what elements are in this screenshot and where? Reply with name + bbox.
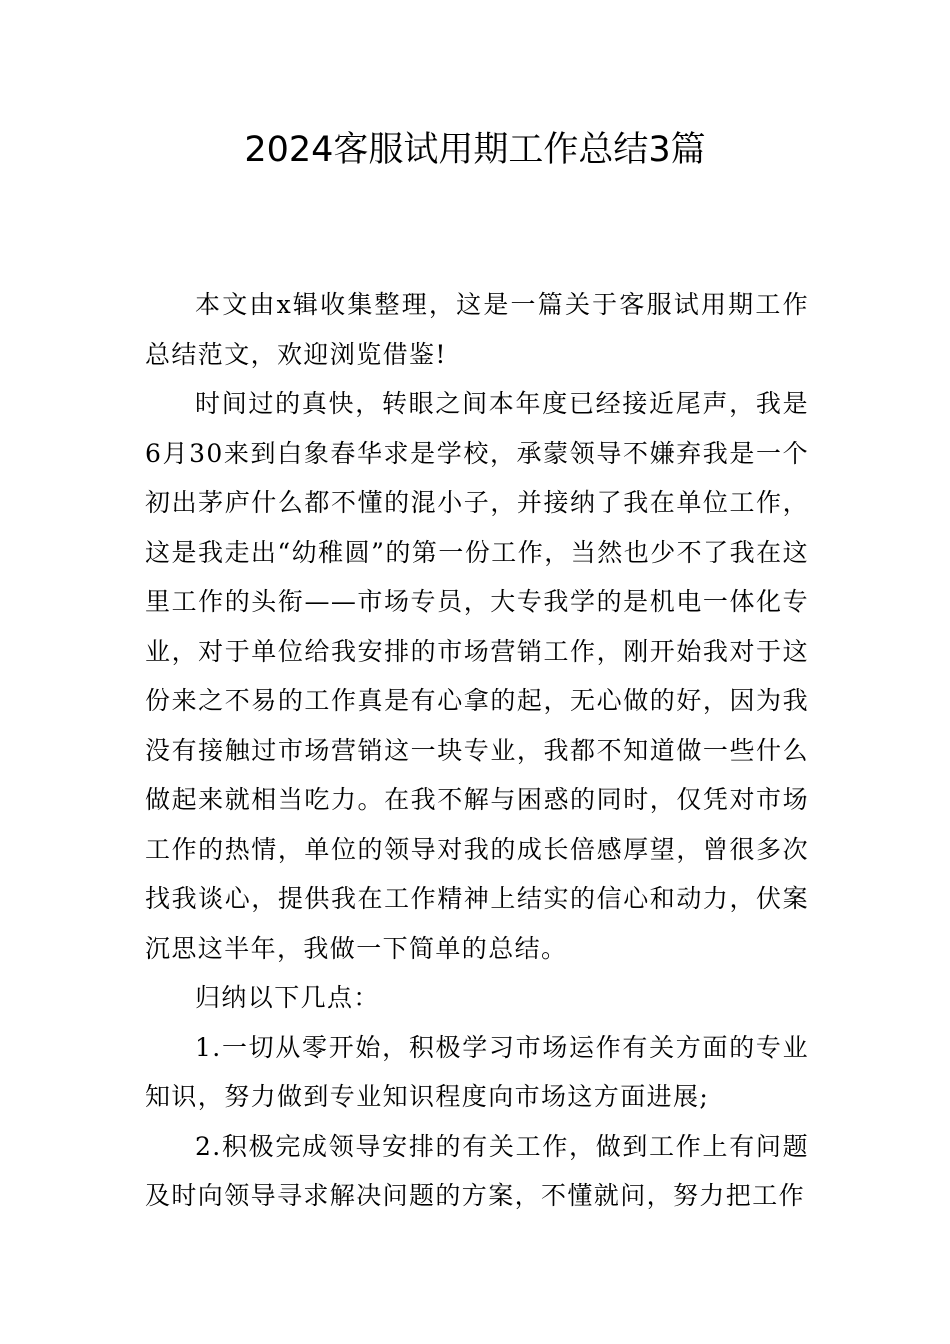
paragraph-main: 时间过的真快，转眼之间本年度已经接近尾声，我是6月30来到白象春华求是学校，承蒙领导不嫌弃我是一个初出茅庐什么都不懂的混小子，并接纳了我在单位工作，这是我走出“幼稚圆”的第一份工作，当然也少不了我在这里工作的头衔——市场专员，大专我学的是机电一体化专业，对于单位给我安排的市场营销工作，刚开始我对于这份来之不易的工作真是有心拿的起，无心做的好，因为我没有接触过市场营销这一块专业，我都不知道做一些什么做起来就相当吃力。在我不解与困惑的同时，仅凭对市场工作的热情，单位的领导对我的成长倍感厚望，曾很多次找我谈心，提供我在工作精神上结实的信心和动力，伏案沉思这半年，我做一下简单的总结。 bbox=[145, 389, 809, 963]
paragraph-point-2: 2.积极完成领导安排的有关工作，做到工作上有问题及时向领导寻求解决问题的方案，不懂就问，努力把工作 bbox=[145, 1131, 809, 1210]
paragraph-point-1: 1.一切从零开始，积极学习市场运作有关方面的专业知识，努力做到专业知识程度向市场这方面进展; bbox=[145, 1032, 809, 1111]
paragraph-intro: 本文由x辑收集整理，这是一篇关于客服试用期工作总结范文，欢迎浏览借鉴! bbox=[145, 290, 809, 369]
document-title: 2024客服试用期工作总结3篇 bbox=[244, 130, 706, 170]
paragraph-summary-lead: 归纳以下几点： bbox=[195, 983, 380, 1012]
document-body bbox=[145, 280, 809, 1221]
